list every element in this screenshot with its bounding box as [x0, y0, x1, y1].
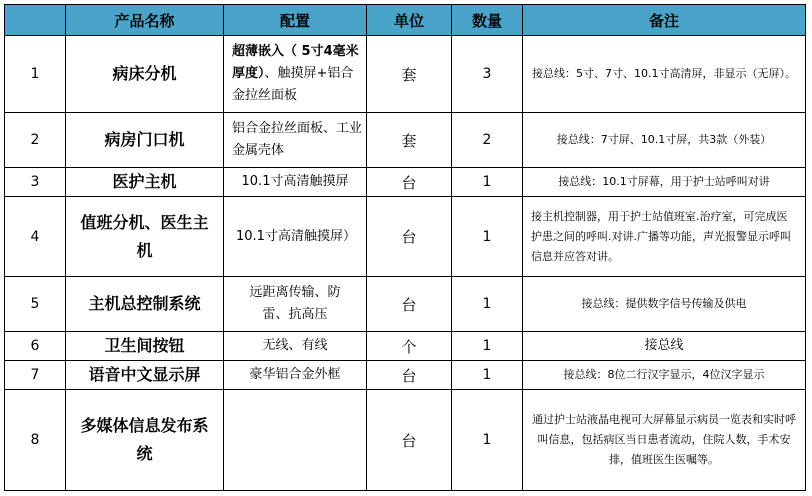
product-remark: 接总线：5寸、7寸、10.1寸高清屏，非显示（无屏）。: [523, 36, 806, 113]
header-remark: 备注: [523, 5, 806, 36]
header-unit: 单位: [367, 5, 452, 36]
product-config: 无线、有线: [224, 332, 367, 361]
table-row: [5, 113, 806, 168]
product-config: [224, 36, 367, 113]
product-name: 卫生间按钮: [66, 332, 224, 361]
config-bold-text: 超薄嵌入（ 5寸4毫米厚度）: [232, 44, 359, 81]
product-config: 豪华铝合金外框: [224, 361, 367, 390]
product-name: 值班分机、医生主机: [66, 197, 224, 277]
product-config: 10.1寸高清触摸屏）: [224, 197, 367, 277]
product-qty: 1: [452, 168, 523, 197]
product-remark: 接主机控制器，用于护士站值班室.治疗室，可完成医护患之间的呼叫.对讲.广播等功能，声光报警显示呼叫信息并应答对讲。: [523, 197, 806, 277]
product-remark: 通过护士站液晶电视可大屏幕显示病员一览表和实时呼叫信息，包括病区当日患者流动，住院人数，手术安排，值班医生医嘱等。: [523, 390, 806, 491]
product-remark: 接总线：10.1寸屏幕，用于护士站呼叫对讲: [523, 168, 806, 197]
product-remark: 接总线：8位二行汉字显示，4位汉字显示: [523, 361, 806, 390]
product-unit: 套: [367, 113, 452, 168]
product-unit: 套: [367, 36, 452, 113]
table-row: [5, 361, 806, 390]
config-rest-text: 、触摸屏+铝合金拉丝面板: [232, 66, 354, 103]
product-qty: 1: [452, 390, 523, 491]
product-spec-table: [4, 4, 806, 491]
table-row: [5, 168, 806, 197]
header-product-name: 产品名称: [66, 5, 224, 36]
product-config: 铝合金拉丝面板、工业金属壳体: [224, 113, 367, 168]
product-remark: 接总线: [523, 332, 806, 361]
product-qty: 1: [452, 361, 523, 390]
product-name: 语音中文显示屏: [66, 361, 224, 390]
row-number: 8: [5, 390, 66, 491]
row-number: 4: [5, 197, 66, 277]
product-qty: 2: [452, 113, 523, 168]
product-unit: 台: [367, 197, 452, 277]
product-unit: 个: [367, 332, 452, 361]
product-unit: 台: [367, 361, 452, 390]
header-config: 配置: [224, 5, 367, 36]
product-unit: 台: [367, 390, 452, 491]
product-name: 病房门口机: [66, 113, 224, 168]
table-row: [5, 197, 806, 277]
product-qty: 3: [452, 36, 523, 113]
product-unit: 台: [367, 277, 452, 332]
row-number: 1: [5, 36, 66, 113]
product-name: 病床分机: [66, 36, 224, 113]
row-number: 7: [5, 361, 66, 390]
row-number: 3: [5, 168, 66, 197]
table-row: [5, 332, 806, 361]
product-qty: 1: [452, 197, 523, 277]
header-no: [5, 5, 66, 36]
product-name: 医护主机: [66, 168, 224, 197]
row-number: 5: [5, 277, 66, 332]
product-unit: 台: [367, 168, 452, 197]
table-row: [5, 36, 806, 113]
table-row: [5, 277, 806, 332]
table-header-row: [5, 5, 806, 36]
header-qty: 数量: [452, 5, 523, 36]
product-name: 主机总控制系统: [66, 277, 224, 332]
product-remark: 接总线：提供数字信号传输及供电: [523, 277, 806, 332]
product-config: 远距离传输、防雷、抗高压: [224, 277, 367, 332]
product-config: [224, 390, 367, 491]
product-remark: 接总线：7寸屏、10.1寸屏，共3款（外装）: [523, 113, 806, 168]
table-row: [5, 390, 806, 491]
product-name: 多媒体信息发布系统: [66, 390, 224, 491]
product-qty: 1: [452, 332, 523, 361]
product-config: 10.1寸高清触摸屏: [224, 168, 367, 197]
product-qty: 1: [452, 277, 523, 332]
row-number: 2: [5, 113, 66, 168]
row-number: 6: [5, 332, 66, 361]
